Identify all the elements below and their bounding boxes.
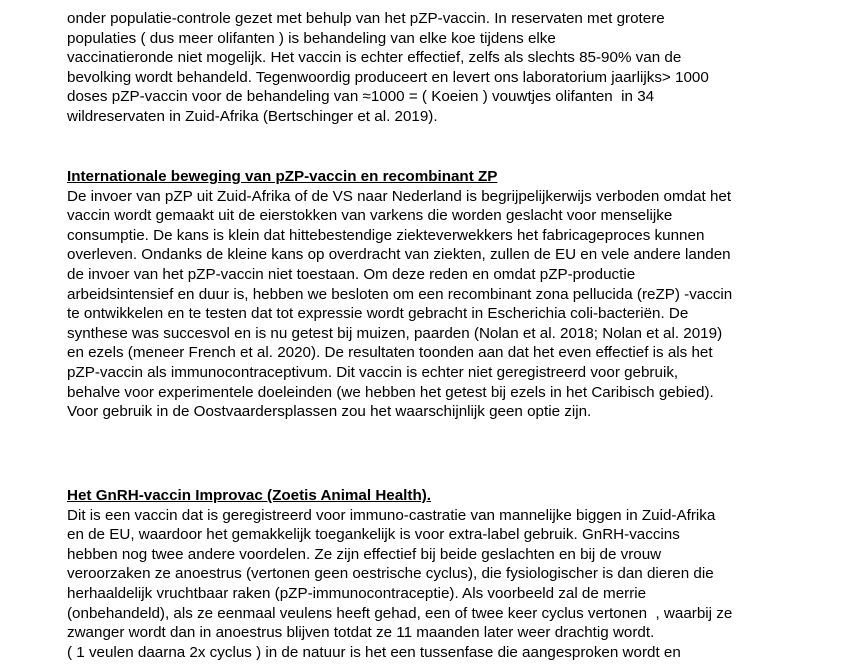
text-line: behalve voor experimentele doeleinden (we hebben het getest bij ezels in het Caribisch gebied). [67, 383, 714, 401]
text-line: en ezels (meneer French et al. 2020). De resultaten toonden aan dat het even effectief is als het [67, 344, 713, 362]
text-line: bevolking wordt behandeld. Tegenwoordig produceert en levert ons laboratorium jaarlijks> 1000 [67, 68, 709, 86]
text-line: herhaaldelijk vruchtbaar raken (pZP-immunocontraceptie). Als voorbeeld zal de merrie [67, 584, 647, 602]
section-international [67, 167, 827, 422]
text-line: Voor gebruik in de Oostvaardersplassen zou het waarschijnlijk geen optie zijn. [67, 403, 592, 421]
text-line: ( 1 veulen daarna 2x cyclus ) in de natuur is het een tussenfase die aangesproken wordt en [67, 643, 681, 661]
text-line: Dit is een vaccin dat is geregistreerd voor immuno-castratie van mannelijke biggen in Zuid-Afrika [67, 506, 716, 524]
text-line: hebben nog twee andere voordelen. Ze zijn effectief bij beide geslachten en bij de vrouw [67, 545, 662, 563]
text-line: pZP-vaccin als immunocontraceptivum. Dit vaccin is echter niet geregistreerd voor gebruik, [67, 363, 679, 381]
section-heading: Internationale beweging van pZP-vaccin en recombinant ZP [67, 168, 498, 185]
text-line: zwanger wordt dan in anoestrus blijven totdat ze 11 maanden later weer drachtig wordt. [67, 624, 655, 642]
text-line: en de EU, waardoor het gemakkelijk toegankelijk is voor extra-label gebruik. GnRH-vaccins [67, 526, 680, 544]
text-line: te ontwikkelen en te testen dat tot expressie wordt gebracht in Escherichia coli-bacteriën. De [67, 305, 689, 323]
text-line: de invoer van het pZP-vaccin niet toestaan. Om deze reden en omdat pZP-productie [67, 265, 636, 283]
section-gnrh [67, 486, 827, 662]
intro-paragraph [67, 9, 827, 127]
text-line: overleven. Ondanks de kleine kans op overdracht van ziekten, zullen de EU en vele andere landen [67, 246, 731, 264]
text-line: arbeidsintensief en duur is, hebben we besloten om een recombinant zona pellucida (reZP) -vaccin [67, 285, 733, 303]
text-line: veroorzaken ze anoestrus (vertonen geen oestrische cyclus), die fysiologischer is dan dieren die [67, 565, 714, 583]
text-line: consumptie. De kans is klein dat hittebestendige ziekteverwekkers het fabricageproces kunnen [67, 226, 705, 244]
section-heading: Het GnRH-vaccin Improvac (Zoetis Animal Health). [67, 487, 432, 504]
text-line: (onbehandeld), als ze eenmaal veulens heeft gehad, een of twee keer cyclus vertonen , waarbij ze [67, 604, 733, 622]
text-line: populaties ( dus meer olifanten ) is behandeling van elke koe tijdens elke [67, 29, 556, 47]
text-line: vaccinatieronde niet mogelijk. Het vaccin is echter effectief, zelfs als slechts 85-90% van de [67, 49, 682, 67]
text-line: synthese was succesvol en is nu getest bij muizen, paarden (Nolan et al. 2018; Nolan et al. 2019) [67, 324, 723, 342]
text-line: De invoer van pZP uit Zuid-Afrika of de VS naar Nederland is begrijpelijkerwijs verboden omdat het [67, 187, 732, 205]
text-line: wildreservaten in Zuid-Afrika (Bertschinger et al. 2019). [67, 107, 438, 125]
text-line: vaccin wordt gemaakt uit de eierstokken van varkens die worden geslacht voor menselijke [67, 207, 673, 225]
text-line: onder populatie-controle gezet met behulp van het pZP-vaccin. In reservaten met grotere [67, 10, 665, 27]
text-line: doses pZP-vaccin voor de behandeling van ≈1000 = ( Koeien ) vouwtjes olifanten in 34 [67, 88, 655, 106]
